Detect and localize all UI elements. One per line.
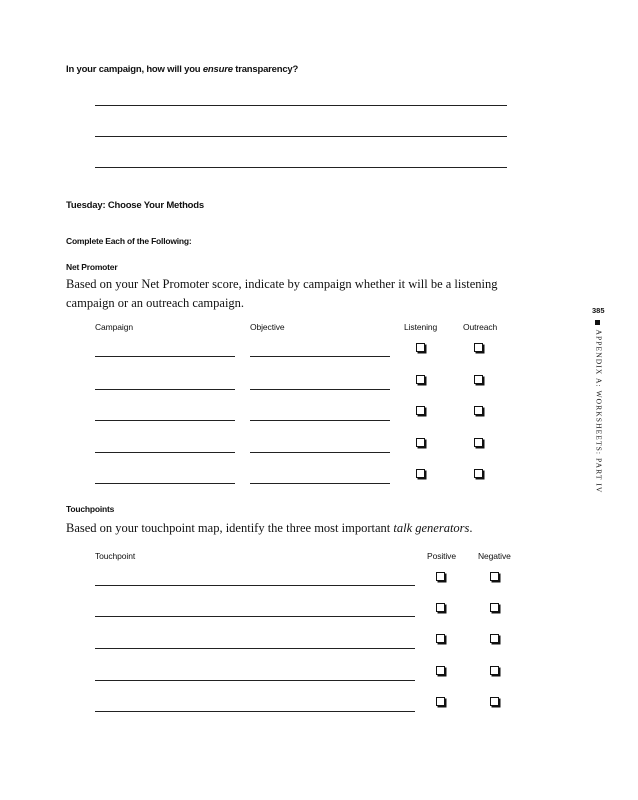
outreach-checkbox[interactable] [474,469,483,478]
net-promoter-heading: Net Promoter [66,262,118,272]
transparency-answer-line-2[interactable] [95,136,507,137]
square-bullet-icon [595,320,600,325]
objective-field[interactable] [250,483,390,484]
listening-checkbox[interactable] [416,343,425,352]
page-number: 385 [592,306,605,315]
objective-field[interactable] [250,389,390,390]
listening-column-header: Listening [404,322,438,332]
transparency-question-emphasis: ensure [202,64,233,75]
campaign-column-header: Campaign [95,322,133,332]
outreach-column-header: Outreach [463,322,498,332]
net-promoter-instruction: Based on your Net Promoter score, indicate by campaign whether it will be a listening campaign or an outreach campaign. [66,277,498,310]
listening-checkbox[interactable] [416,438,425,447]
negative-checkbox[interactable] [490,572,499,581]
negative-checkbox[interactable] [490,666,499,675]
touchpoint-field[interactable] [95,711,415,712]
outreach-checkbox[interactable] [474,438,483,447]
transparency-answer-line-3[interactable] [95,167,507,168]
complete-heading: Complete Each of the Following: [66,236,192,246]
positive-checkbox[interactable] [436,603,445,612]
negative-checkbox[interactable] [490,603,499,612]
transparency-question-before: In your campaign, how will you [66,64,203,75]
touchpoints-heading: Touchpoints [66,504,115,514]
outreach-checkbox[interactable] [474,375,483,384]
touchpoints-instruction-before: Based on your touchpoint map, identify the three most important [66,521,394,535]
transparency-question [66,64,298,75]
listening-checkbox[interactable] [416,469,425,478]
touchpoint-field[interactable] [95,680,415,681]
listening-checkbox[interactable] [416,406,425,415]
outreach-checkbox[interactable] [474,343,483,352]
negative-column-header: Negative [478,551,511,561]
tuesday-heading: Tuesday: Choose Your Methods [66,200,204,211]
transparency-answer-line-1[interactable] [95,105,507,106]
campaign-field[interactable] [95,420,235,421]
touchpoints-instruction-emphasis: talk generators [393,521,470,535]
positive-checkbox[interactable] [436,572,445,581]
positive-checkbox[interactable] [436,697,445,706]
positive-checkbox[interactable] [436,666,445,675]
touchpoint-field[interactable] [95,616,415,617]
running-head: APPENDIX A: WORKSHEETS: PART IV [594,329,604,494]
outreach-checkbox[interactable] [474,406,483,415]
transparency-question-after: transparency? [232,64,299,75]
touchpoint-field[interactable] [95,585,415,586]
campaign-field[interactable] [95,389,235,390]
listening-checkbox[interactable] [416,375,425,384]
negative-checkbox[interactable] [490,634,499,643]
objective-field[interactable] [250,356,390,357]
objective-field[interactable] [250,420,390,421]
campaign-field[interactable] [95,452,235,453]
campaign-field[interactable] [95,483,235,484]
touchpoint-column-header: Touchpoint [95,551,136,561]
touchpoints-instruction [66,519,536,538]
touchpoint-field[interactable] [95,648,415,649]
negative-checkbox[interactable] [490,697,499,706]
objective-field[interactable] [250,452,390,453]
objective-column-header: Objective [250,322,285,332]
campaign-field[interactable] [95,356,235,357]
touchpoints-instruction-after: . [469,521,473,535]
positive-checkbox[interactable] [436,634,445,643]
positive-column-header: Positive [427,551,456,561]
